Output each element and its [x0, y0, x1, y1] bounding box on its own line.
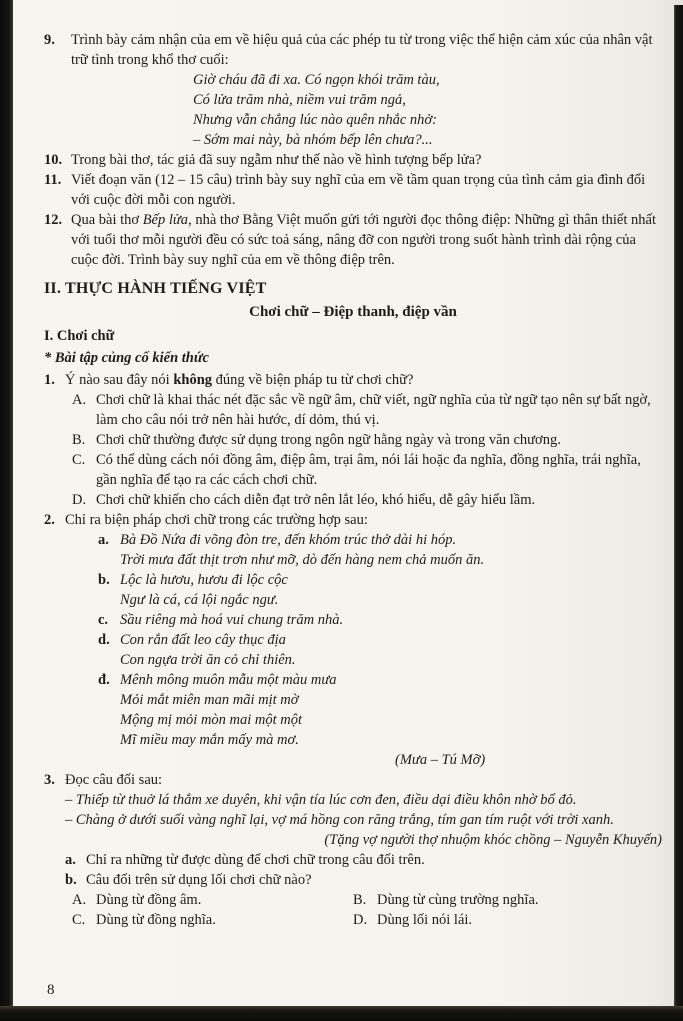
- option-text: Chơi chữ là khai thác nét đặc sắc về ngữ âm, chữ viết, ngữ nghĩa của từ ngữ tạo nên sự bất ngờ, làm cho câu nói trở nên hài hước, dí dỏm, thú vị.: [96, 392, 651, 428]
- page-content: [44, 30, 662, 930]
- question-11: [44, 170, 662, 210]
- emphasized-word: không: [173, 372, 213, 388]
- option-label: C.: [72, 912, 86, 928]
- option-label: A.: [72, 392, 87, 408]
- verse-line: Ngư là cá, cá lội ngắc ngư.: [120, 592, 279, 608]
- subquestion-a: [65, 850, 662, 870]
- question-10: [44, 150, 662, 170]
- example-item-dd: [98, 670, 662, 750]
- option-label: D.: [353, 912, 368, 928]
- poem-line: Nhưng vẫn chẳng lúc nào quên nhắc nhở:: [193, 112, 437, 128]
- item-label: d.: [98, 632, 110, 648]
- item-label: c.: [98, 612, 109, 628]
- item-label: đ.: [98, 672, 110, 688]
- answer-option-c: [72, 450, 662, 490]
- answer-option-a: [72, 890, 353, 910]
- question-text: Viết đoạn văn (12 – 15 câu) trình bày suy nghĩ của em về tầm quan trọng của tình cảm gia đình đối với cuộc đời mỗi con người.: [71, 172, 646, 208]
- item-lines: [120, 630, 662, 670]
- verse-line: Lộc là hươu, hươu đi lộc cộc: [120, 572, 288, 588]
- question-body: [65, 510, 662, 770]
- answer-option-d: [72, 490, 662, 510]
- poem-quote: [193, 70, 662, 150]
- answer-option-a: [72, 390, 662, 430]
- question-text: , nhà thơ Bằng Việt muốn gửi tới người đọc thông điệp: Những gì thân thiết nhất với tuổi thơ mỗi người đều có sức toả sáng, nâng đỡ con người trong suốt hành trình dài rộng của cuộc đời. Trình bày suy nghĩ của em về thông điệp trên.: [71, 212, 656, 268]
- question-body: [65, 770, 662, 930]
- option-label: C.: [72, 452, 86, 468]
- verse-line: Mỏi mắt miên man mãi mịt mờ: [120, 692, 299, 708]
- example-items: [98, 530, 662, 750]
- example-item-d: [98, 630, 662, 670]
- item-lines: [120, 670, 662, 750]
- verse-line: Con rắn đất leo cây thục địa: [120, 632, 286, 648]
- vietnamese-practice-section: [44, 279, 662, 930]
- poem-title: Bếp lửa: [142, 212, 189, 228]
- subsection-heading: I. Chơi chữ: [44, 328, 115, 344]
- answer-options: [72, 390, 662, 510]
- item-label: b.: [98, 572, 110, 588]
- option-label: D.: [72, 492, 87, 508]
- scan-edge-bottom: [0, 1006, 683, 1021]
- question-number: 11.: [44, 172, 62, 188]
- poem-line: Giờ cháu đã đi xa. Có ngọn khói trăm tàu,: [193, 72, 440, 88]
- practice-exercises-heading: * Bài tập củng cố kiến thức: [44, 350, 209, 366]
- verse-line: Con ngựa trời ăn cỏ chỉ thiên.: [120, 652, 296, 668]
- option-label: A.: [72, 892, 87, 908]
- scan-edge-right: [674, 5, 683, 1021]
- subquestion-label: a.: [65, 852, 76, 868]
- question-body: [71, 30, 662, 150]
- question-1: [44, 370, 662, 510]
- question-body: [71, 210, 662, 270]
- item-lines: [120, 530, 662, 570]
- couplet-line: – Chàng ở dưới suối vàng nghĩ lại, vợ má hồng con răng trắng, tím gan tím ruột với trời xanh.: [65, 812, 614, 828]
- option-text: Có thể dùng cách nói đồng âm, điệp âm, trại âm, nói lái hoặc đa nghĩa, đồng nghĩa, trái nghĩa, gần nghĩa để tạo ra các cách chơi chữ.: [96, 452, 641, 488]
- question-number: 9.: [44, 32, 55, 48]
- page-number: 8: [47, 982, 55, 998]
- subquestion-text: Chỉ ra những từ được dùng để chơi chữ trong câu đối trên.: [86, 852, 425, 868]
- couplet-attribution: (Tặng vợ người thợ nhuộm khóc chồng – Nguyễn Khuyến): [324, 832, 662, 848]
- option-text: Dùng từ cùng trường nghĩa.: [377, 892, 539, 908]
- question-2: [44, 510, 662, 770]
- parallel-couplet: [65, 790, 662, 830]
- question-text: đúng về biện pháp tu từ chơi chữ?: [212, 372, 414, 388]
- item-label: a.: [98, 532, 109, 548]
- question-number: 1.: [44, 372, 55, 388]
- verse-line: Trời mưa đất thịt trơn như mỡ, dò đến hàng nem chả muốn ăn.: [120, 552, 485, 568]
- verse-line: Mĩ miều may mắn mấy mà mơ.: [120, 732, 299, 748]
- question-text: Trong bài thơ, tác giả đã suy ngẫm như thế nào về hình tượng bếp lửa?: [71, 152, 482, 168]
- question-12: [44, 210, 662, 270]
- question-3: [44, 770, 662, 930]
- answer-option-b: [353, 890, 662, 910]
- question-number: 10.: [44, 152, 63, 168]
- question-body: [71, 170, 662, 210]
- question-body: [65, 370, 662, 510]
- question-text: Trình bày cảm nhận của em về hiệu quả của các phép tu từ trong việc thể hiện cảm xúc của nhân vật trữ tình trong khổ thơ cuối:: [71, 32, 653, 68]
- subquestion-b: [65, 870, 662, 890]
- verse-line: Bà Đồ Nứa đi võng đòn tre, đến khóm trúc thở dài hi hóp.: [120, 532, 457, 548]
- poem-line: – Sớm mai này, bà nhóm bếp lên chưa?...: [193, 132, 433, 148]
- option-text: Dùng lối nói lái.: [377, 912, 473, 928]
- poem-attribution: (Mưa – Tú Mỡ): [395, 752, 486, 768]
- example-item-c: [98, 610, 662, 630]
- question-9: [44, 30, 662, 150]
- subquestion-text: Câu đối trên sử dụng lối chơi chữ nào?: [86, 872, 312, 888]
- lesson-title: Chơi chữ – Điệp thanh, điệp vần: [249, 304, 457, 320]
- couplet-line: – Thiếp từ thuở lá thắm xe duyên, khi vận tía lúc cơn đen, điều dại điều khôn nhờ bố đỏ.: [65, 792, 577, 808]
- option-text: Chơi chữ khiến cho cách diễn đạt trở nên lắt léo, khó hiểu, dễ gây hiểu lầm.: [96, 492, 536, 508]
- subquestion-label: b.: [65, 872, 77, 888]
- reading-questions-section: [44, 30, 662, 270]
- question-text: Đọc câu đối sau:: [65, 772, 163, 788]
- option-text: Chơi chữ thường được sử dụng trong ngôn ngữ hằng ngày và trong văn chương.: [96, 432, 561, 448]
- option-text: Dùng từ đồng nghĩa.: [96, 912, 216, 928]
- example-item-b: [98, 570, 662, 610]
- verse-line: Mộng mị mỏi mòn mai một một: [120, 712, 303, 728]
- question-text: Chỉ ra biện pháp chơi chữ trong các trường hợp sau:: [65, 512, 368, 528]
- answer-options: [72, 890, 662, 930]
- question-number: 12.: [44, 212, 63, 228]
- verse-line: Mênh mông muôn mẫu một màu mưa: [120, 672, 337, 688]
- option-label: B.: [72, 432, 86, 448]
- option-label: B.: [353, 892, 367, 908]
- verse-line: Sầu riêng mà hoá vui chung trăm nhà.: [120, 612, 344, 628]
- question-text: Ý nào sau đây nói: [65, 372, 174, 388]
- example-item-a: [98, 530, 662, 570]
- poem-line: Có lửa trăm nhà, niềm vui trăm ngả,: [193, 92, 406, 108]
- question-number: 2.: [44, 512, 55, 528]
- scan-edge-left: [0, 0, 13, 1021]
- option-text: Dùng từ đồng âm.: [96, 892, 202, 908]
- answer-option-d: [353, 910, 662, 930]
- answer-option-c: [72, 910, 353, 930]
- question-text: Qua bài thơ: [71, 212, 143, 228]
- answer-option-b: [72, 430, 662, 450]
- section-heading: II. THỰC HÀNH TIẾNG VIỆT: [44, 280, 267, 297]
- item-lines: [120, 610, 662, 630]
- item-lines: [120, 570, 662, 610]
- question-number: 3.: [44, 772, 55, 788]
- question-body: [71, 150, 662, 170]
